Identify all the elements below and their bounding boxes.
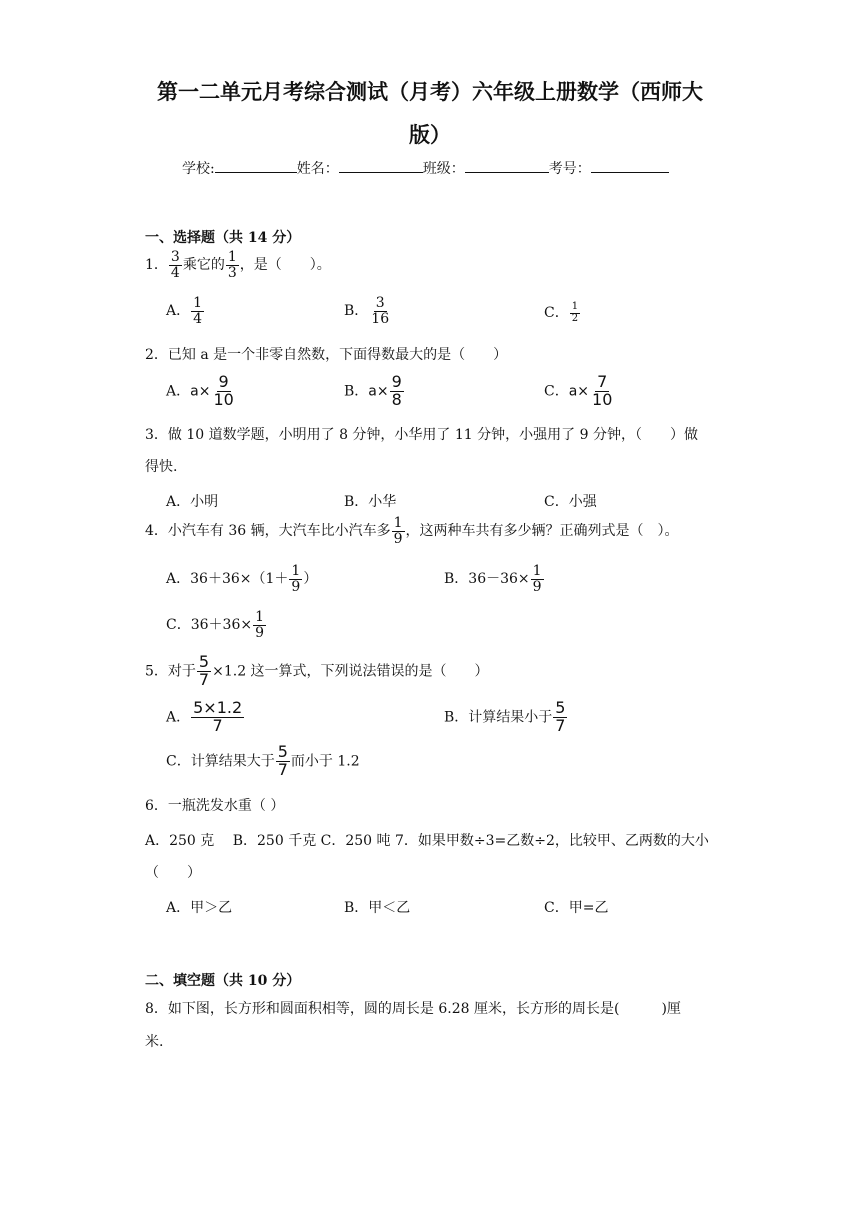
fraction: $\frac{3}{4}$ bbox=[170, 249, 180, 281]
question-3: 3．做 10 道数学题，小明用了 8 分钟，小华用了 11 分钟，小强用了 9 分钟，（ ）做 bbox=[145, 427, 698, 443]
q1-option-b[interactable]: B． $\frac{3}{16}$ bbox=[344, 295, 390, 327]
exam-no-blank[interactable] bbox=[591, 158, 669, 173]
question-5: 5．对于 $\frac{5}{7}$ ×1.2 这一算式，下列说法错误的是（ ） bbox=[145, 652, 489, 689]
question-8-cont: 米. bbox=[145, 1034, 164, 1050]
name-blank[interactable] bbox=[339, 158, 423, 173]
question-8: 8．如下图，长方形和圆面积相等，圆的周长是 6.28 厘米，长方形的周长是( )厘 bbox=[145, 1001, 681, 1017]
class-blank[interactable] bbox=[465, 158, 549, 173]
q2-option-a[interactable]: A．a× $\frac{9}{10}$ bbox=[166, 372, 234, 409]
q2-option-b[interactable]: B．a× $\frac{9}{8}$ bbox=[344, 372, 402, 409]
question-6-options-q7: A．250 克 B．250 千克 C．250 吨 7．如果甲数÷3=乙数÷2，比较甲、乙两数的大小 bbox=[145, 833, 709, 849]
question-4: 4．小汽车有 36 辆，大汽车比小汽车多 $\frac{1}{9}$ ，这两种车共有多少辆？正确列式是（ ）。 bbox=[145, 515, 679, 547]
q5-option-c[interactable]: C．计算结果大于 $\frac{5}{7}$ 而小于 1.2 bbox=[166, 742, 360, 779]
school-label: 学校: bbox=[182, 161, 215, 177]
question-number: 1． bbox=[145, 257, 168, 274]
q1-option-c[interactable]: C． $\frac{1}{2}$ bbox=[544, 301, 579, 324]
section-heading-choice: 一、选择题（共 14 分） bbox=[145, 230, 301, 246]
page-title: 第一二单元月考综合测试（月考）六年级上册数学（西师大 bbox=[157, 79, 703, 104]
class-label: 班级： bbox=[422, 161, 465, 177]
question-7-paren: （ ） bbox=[145, 865, 201, 881]
question-1 bbox=[145, 250, 331, 280]
q3-option-a[interactable]: A．小明 bbox=[166, 494, 219, 510]
q7-option-a[interactable]: A．甲＞乙 bbox=[166, 900, 233, 916]
question-6: 6．一瓶洗发水重（ ） bbox=[145, 798, 285, 814]
q3-option-b[interactable]: B．小华 bbox=[344, 494, 397, 510]
q1-option-a[interactable]: A． $\frac{1}{4}$ bbox=[166, 295, 203, 327]
q7-option-c[interactable]: C．甲=乙 bbox=[544, 900, 609, 916]
q5-option-b[interactable]: B．计算结果小于 $\frac{5}{7}$ bbox=[444, 698, 566, 735]
header-fields bbox=[182, 158, 669, 178]
section-heading-fill: 二、填空题（共 10 分） bbox=[145, 973, 301, 989]
page-title-line2: 版） bbox=[409, 122, 451, 147]
question-text: ，是（ ）。 bbox=[239, 257, 331, 274]
q5-option-a[interactable]: A． $\frac{5\times 1.2}{7}$ bbox=[166, 698, 243, 735]
q7-option-b[interactable]: B．甲＜乙 bbox=[344, 900, 411, 916]
q4-option-c[interactable]: C．36＋36× $\frac{1}{9}$ bbox=[166, 609, 264, 641]
question-text: 乘它的 bbox=[182, 257, 225, 274]
question-3-cont: 得快. bbox=[145, 459, 178, 475]
exam-no-label: 考号： bbox=[548, 161, 591, 177]
q4-option-b[interactable]: B．36－36× $\frac{1}{9}$ bbox=[444, 563, 542, 595]
fraction: $\frac{1}{3}$ bbox=[227, 249, 237, 281]
q2-option-c[interactable]: C．a× $\frac{7}{10}$ bbox=[544, 372, 613, 409]
school-blank[interactable] bbox=[215, 158, 297, 173]
q4-option-a[interactable]: A．36＋36×（1＋ $\frac{1}{9}$ ） bbox=[166, 563, 318, 595]
q3-option-c[interactable]: C．小强 bbox=[544, 494, 597, 510]
name-label: 姓名： bbox=[296, 161, 339, 177]
question-2: 2．已知 a 是一个非零自然数，下面得数最大的是（ ） bbox=[145, 347, 508, 363]
